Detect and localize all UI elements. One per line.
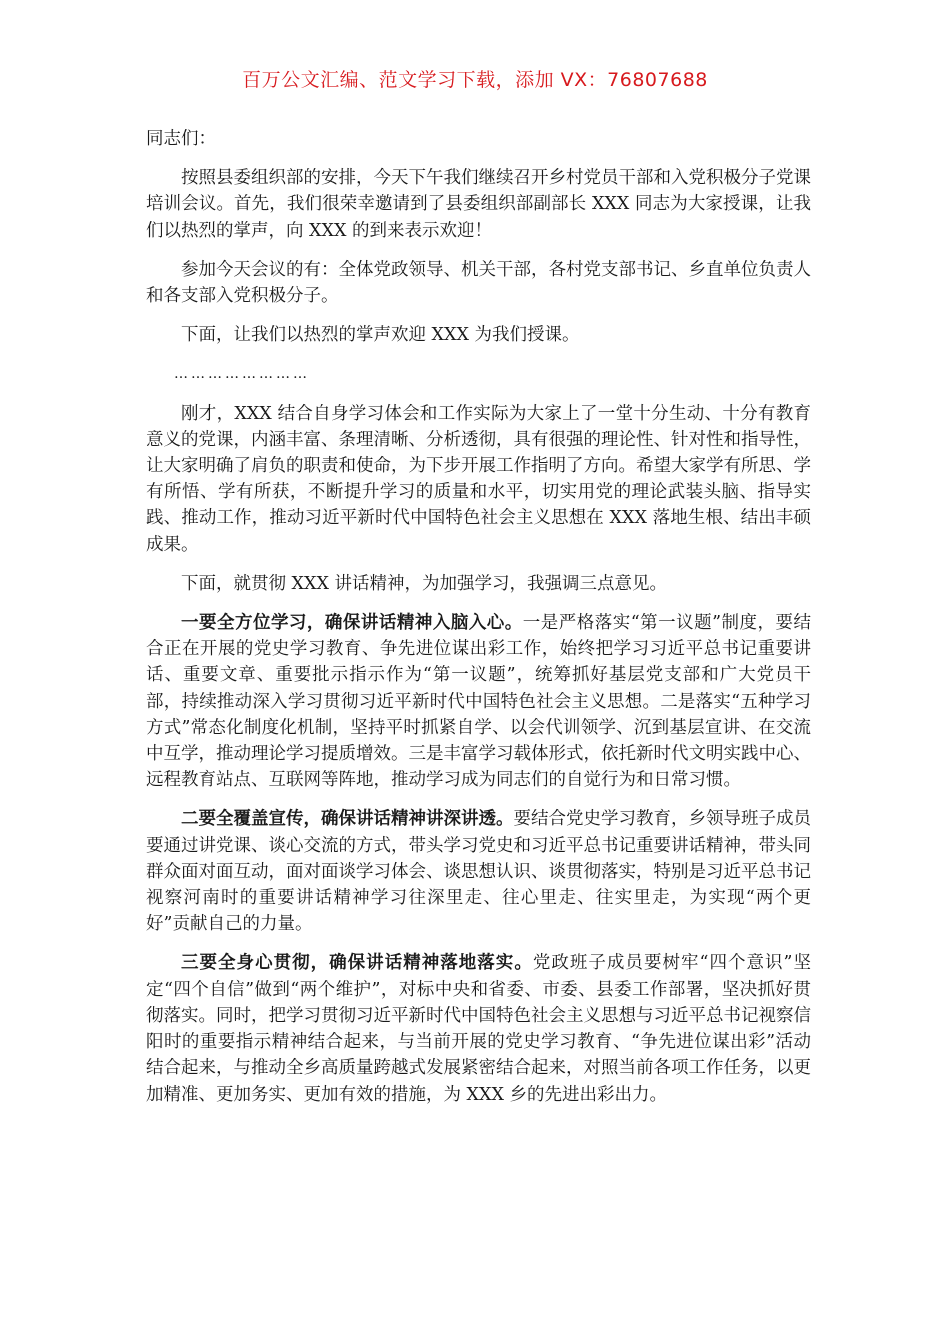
salutation: 同志们：: [146, 129, 216, 149]
paragraph-attendees: 参加今天会议的有：全体党政领导、机关干部，各村党支部书记、乡直单位负责人和各支部入党积极分子。: [146, 259, 811, 307]
point-two: [146, 806, 811, 937]
point-two-body: 要结合党史学习教育，乡领导班子成员要通过讲党课、谈心交流的方式，带头学习党史和习近平总书记重要讲话精神，带头同群众面对面互动，面对面谈学习体会、谈思想认识、谈贯彻落实，特别是习近平总书记视察河南时的重要讲话精神学习往深里走、往心里走、往实里走，为实现“两个更好”贡献自己的力量。: [146, 809, 811, 935]
point-three: [146, 950, 811, 1107]
paragraph-summary: 刚才，XXX 结合自身学习体会和工作实际为大家上了一堂十分生动、十分有教育意义的党课，内涵丰富、条理清晰、分析透彻，具有很强的理论性、针对性和指导性，让大家明确了肩负的职责和使命，为下步开展工作指明了方向。希望大家学有所思、学有所悟、学有所获，不断提升学习的质量和水平，切实用党的理论武装头脑、指导实践、推动工作，推动习近平新时代中国特色社会主义思想在 XXX 落地生根、结出丰硕成果。: [146, 403, 811, 555]
paragraph-welcome: 下面，让我们以热烈的掌声欢迎 XXX 为我们授课。: [181, 325, 580, 346]
point-three-body: 党政班子成员要树牢“四个意识”坚定“四个自信”做到“两个维护”，对标中央和省委、市委、县委工作部署，坚决抓好贯彻落实。同时，把学习贯彻习近平新时代中国特色社会主义思想与习近平总书记视察信阳时的重要指示精神结合起来，与当前开展的党史学习教育、“争先进位谋出彩”活动结合起来，与推动全乡高质量跨越式发展紧密结合起来，对照当前各项工作任务，以更加精准、更加务实、更加有效的措施，为 XXX 乡的先进出彩出力。: [146, 953, 811, 1105]
point-one: [146, 610, 811, 793]
point-one-lead: 一要全方位学习，确保讲话精神入脑入心。: [181, 613, 523, 634]
speech-body: [146, 126, 811, 1121]
paragraph-intro-points: 下面，就贯彻 XXX 讲话精神，为加强学习，我强调三点意见。: [181, 573, 667, 594]
point-two-lead: 二要全覆盖宣传，确保讲话精神讲深讲透。: [181, 809, 514, 830]
header-banner: 百万公文汇编、范文学习下载，添加 VX：76807688: [242, 69, 708, 91]
ellipsis-divider: ……………………: [174, 366, 310, 383]
point-one-body: 一是严格落实“第一议题”制度，要结合正在开展的党史学习教育、争先进位谋出彩工作，始终把学习习近平总书记重要讲话、重要文章、重要批示指示作为“第一议题”，统筹抓好基层党支部和广大党员干部，持续推动深入学习贯彻习近平新时代中国特色社会主义思想。二是落实“五种学习方式”常态化制度化机制，坚持平时抓紧自学、以会代训领学、沉到基层宣讲、在交流中互学，推动理论学习提质增效。三是丰富学习载体形式，依托新时代文明实践中心、远程教育站点、互联网等阵地，推动学习成为同志们的自觉行为和日常习惯。: [146, 613, 811, 791]
point-three-lead: 三要全身心贯彻，确保讲话精神落地落实。: [181, 953, 533, 974]
paragraph-opening: 按照县委组织部的安排，今天下午我们继续召开乡村党员干部和入党积极分子党课培训会议。首先，我们很荣幸邀请到了县委组织部副部长 XXX 同志为大家授课，让我们以热烈的掌声，向 XXX 的到来表示欢迎！: [146, 168, 811, 241]
